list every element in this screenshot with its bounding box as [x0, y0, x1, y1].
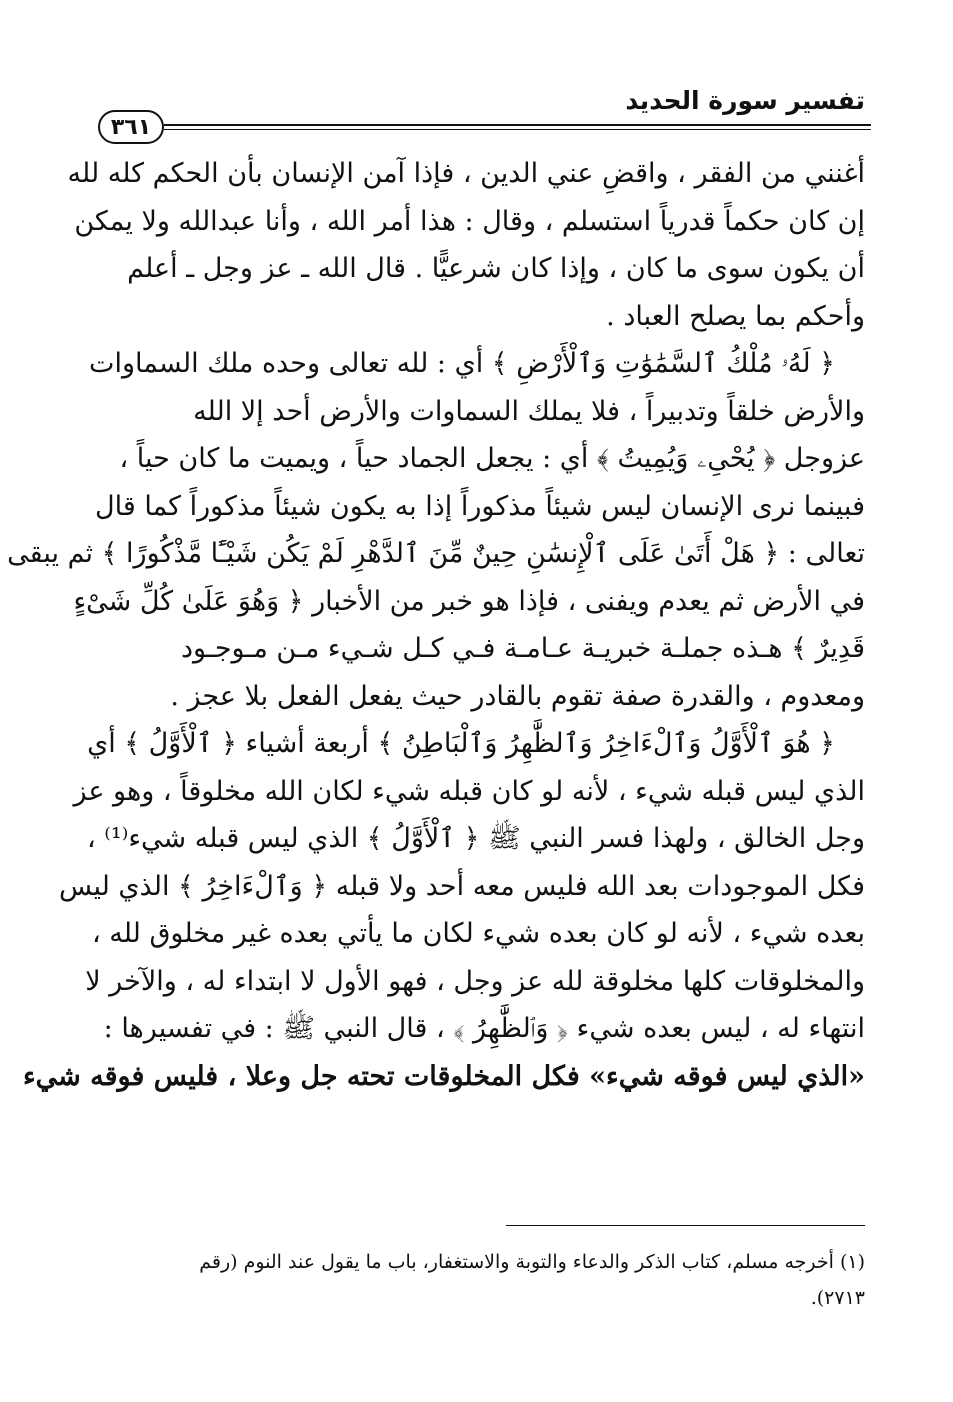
text-line: قَدِيرٌ ﴾ هـذه جملـة خبريـة عـامـة فـي كـل شـيء مـن مـوجـود — [180, 633, 865, 664]
text-line: الذي ليس قبله شيء ، لأنه لو كان قبله شيء لكان الله مخلوقاً ، وهو عز — [73, 775, 865, 807]
text-line: عزوجل ﴿ يُحْىِۦ وَيُمِيتُ ﴾ أي : يجعل الجماد حياً ، ويميت ما كان حياً ، — [119, 443, 865, 474]
text-line: أن يكون سوى ما كان ، وإذا كان شرعيًّا . قال الله ـ عز وجل ـ أعلم — [127, 253, 865, 284]
body-text — [7, 150, 865, 1100]
footnote-line: (١) أخرجه مسلم، كتاب الذكر والدعاء والتوبة والاستغفار، باب ما يقول عند النوم (رقم — [199, 1251, 865, 1273]
text-line: بعده شيء ، لأنه لو كان بعده شيء لكان ما يأتي بعده غير مخلوق لله ، — [91, 918, 865, 949]
text-line: انتهاء له ، ليس بعده شيء ﴿ وَٱلظَّٰهِرُ ﴾ ، قال النبي ﷺ : في تفسيرها : — [103, 1013, 865, 1044]
footnote-separator — [506, 1225, 865, 1226]
text-line: والأرض خلقاً وتدبيراً ، فلا يملك السماوات والأرض أحد إلا الله — [193, 395, 865, 427]
text-line: إن كان حكماً قدرياً استسلم ، وقال : هذا أمر الله ، وأنا عبدالله ولا يمكن — [74, 205, 865, 237]
text-line: فبينما نرى الإنسان ليس شيئاً مذكوراً إذا به يكون شيئاً مذكوراً كما قال — [95, 490, 865, 522]
text-line: «الذي ليس فوقه شيء» فكل المخلوقات تحته جل وعلا ، فليس فوقه شيء — [22, 1060, 865, 1092]
text-line: في الأرض ثم يعدم ويفنى ، فإذا هو خبر من الأخبار ﴿ وَهُوَ عَلَىٰ كُلِّ شَىْءٍ — [73, 585, 865, 617]
text-line: ﴿ هُوَ ٱلْأَوَّلُ وَٱلْءَاخِرُ وَٱلظَّٰهِرُ وَٱلْبَاطِنُ ﴾ أربعة أشياء ﴿ ٱلْأَوَّلُ ﴾ أي — [87, 728, 835, 759]
page-number-badge: ٣٦١ — [98, 110, 164, 144]
header-rule-thin — [164, 129, 871, 130]
text-line: والمخلوقات كلها مخلوقة لله عز وجل ، فهو الأول لا ابتداء له ، والآخر لا — [85, 965, 865, 997]
text-line: ﴿ لَهُۥ مُلْكُ ٱلسَّمَٰوَٰتِ وَٱلْأَرْضِ ﴾ أي : لله تعالى وحده ملك السماوات — [89, 348, 835, 379]
chapter-title: تفسير سورة الحديد — [625, 86, 865, 115]
text-line: وأحكم بما يصلح العباد . — [606, 300, 865, 332]
footnote-line: ٢٧١٣). — [810, 1287, 865, 1309]
text-line: وجل الخالق ، ولهذا فسر النبي ﷺ ﴿ ٱلْأَوَّلُ ﴾ الذي ليس قبله شيء⁽¹⁾ ، — [86, 823, 865, 854]
text-line: تعالى : ﴿ هَلْ أَتَىٰ عَلَى ٱلْإِنسَٰنِ حِينٌ مِّنَ ٱلدَّهْرِ لَمْ يَكُن شَيْـًٔا مَّذْكُورًا ﴾ ثم يبقى — [7, 538, 865, 569]
header-rule — [164, 124, 871, 126]
text-line: ومعدوم ، والقدرة صفة تقوم بالقادر حيث يفعل الفعل بلا عجز . — [170, 680, 865, 712]
footnote — [90, 1244, 865, 1316]
text-line: أغنني من الفقر ، واقضِ عني الدين ، فإذا آمن الإنسان بأن الحكم كله لله — [67, 158, 865, 189]
text-line: فكل الموجودات بعد الله فليس معه أحد ولا قبله ﴿ وَٱلْءَاخِرُ ﴾ الذي ليس — [59, 870, 865, 902]
